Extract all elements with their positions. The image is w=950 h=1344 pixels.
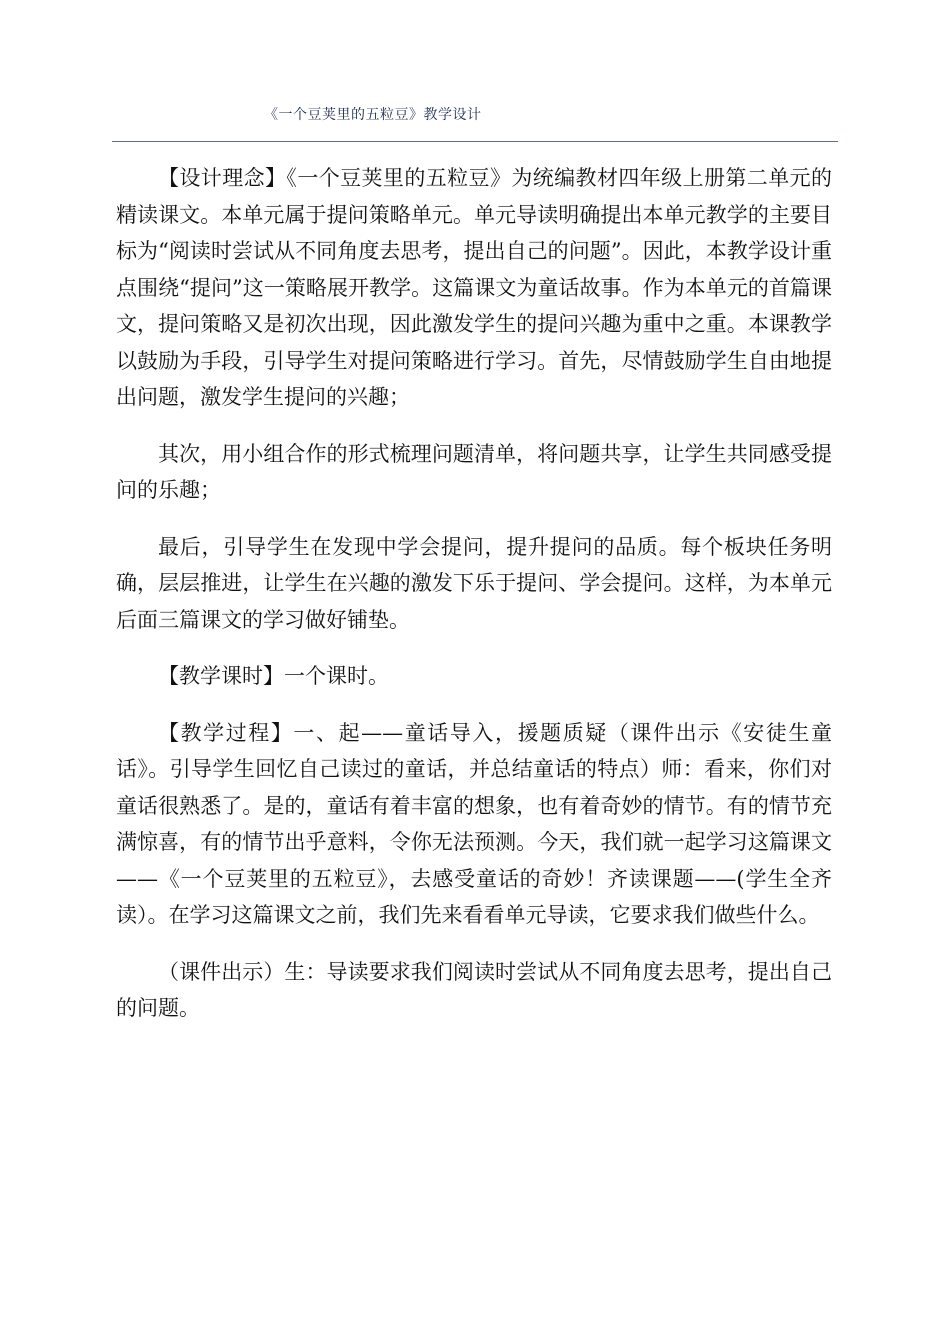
paragraph-design-concept: 【设计理念】《一个豆荚里的五粒豆》为统编教材四年级上册第二单元的精读课文。本单元属于提问策略单元。单元导读明确提出本单元教学的主要目标为“阅读时尝试从不同角度去思考，提出自己的问题”。因此，本教学设计重点围绕“提问”这一策略展开教学。这篇课文为童话故事。作为本单元的首篇课文，提问策略又是初次出现，因此激发学生的提问兴趣为重中之重。本课教学以鼓励为手段，引导学生对提问策略进行学习。首先，尽情鼓励学生自由地提出问题，激发学生提问的兴趣； xyxy=(116,166,832,409)
paragraph-courseware-display: （课件出示）生：导读要求我们阅读时尝试从不同角度去思考，提出自己的问题。 xyxy=(116,959,832,1020)
paragraph-final-step: 最后，引导学生在发现中学会提问，提升提问的品质。每个板块任务明确，层层推进，让学生在兴趣的激发下乐于提问、学会提问。这样，为本单元后面三篇课文的学习做好铺垫。 xyxy=(116,534,832,632)
header-divider xyxy=(112,141,838,142)
paragraph-class-hours: 【教学课时】一个课时。 xyxy=(158,664,389,688)
paragraph-teaching-process: 【教学过程】一、起——童话导入，援题质疑（课件出示《安徒生童话》。引导学生回忆自己读过的童话，并总结童话的特点）师：看来，你们对童话很熟悉了。是的，童话有着丰富的想象，也有着奇妙的情节。有的情节充满惊喜，有的情节出乎意料，令你无法预测。今天，我们就一起学习这篇课文——《一个豆荚里的五粒豆》，去感受童话的奇妙！齐读课题——(学生全齐读）。在学习这篇课文之前，我们先来看看单元导读，它要求我们做些什么。 xyxy=(116,720,832,927)
paragraph-second-step: 其次，用小组合作的形式梳理问题清单，将问题共享，让学生共同感受提问的乐趣； xyxy=(116,441,832,502)
page-header-title: 《一个豆荚里的五粒豆》教学设计 xyxy=(264,107,482,123)
document-body xyxy=(116,160,832,1027)
